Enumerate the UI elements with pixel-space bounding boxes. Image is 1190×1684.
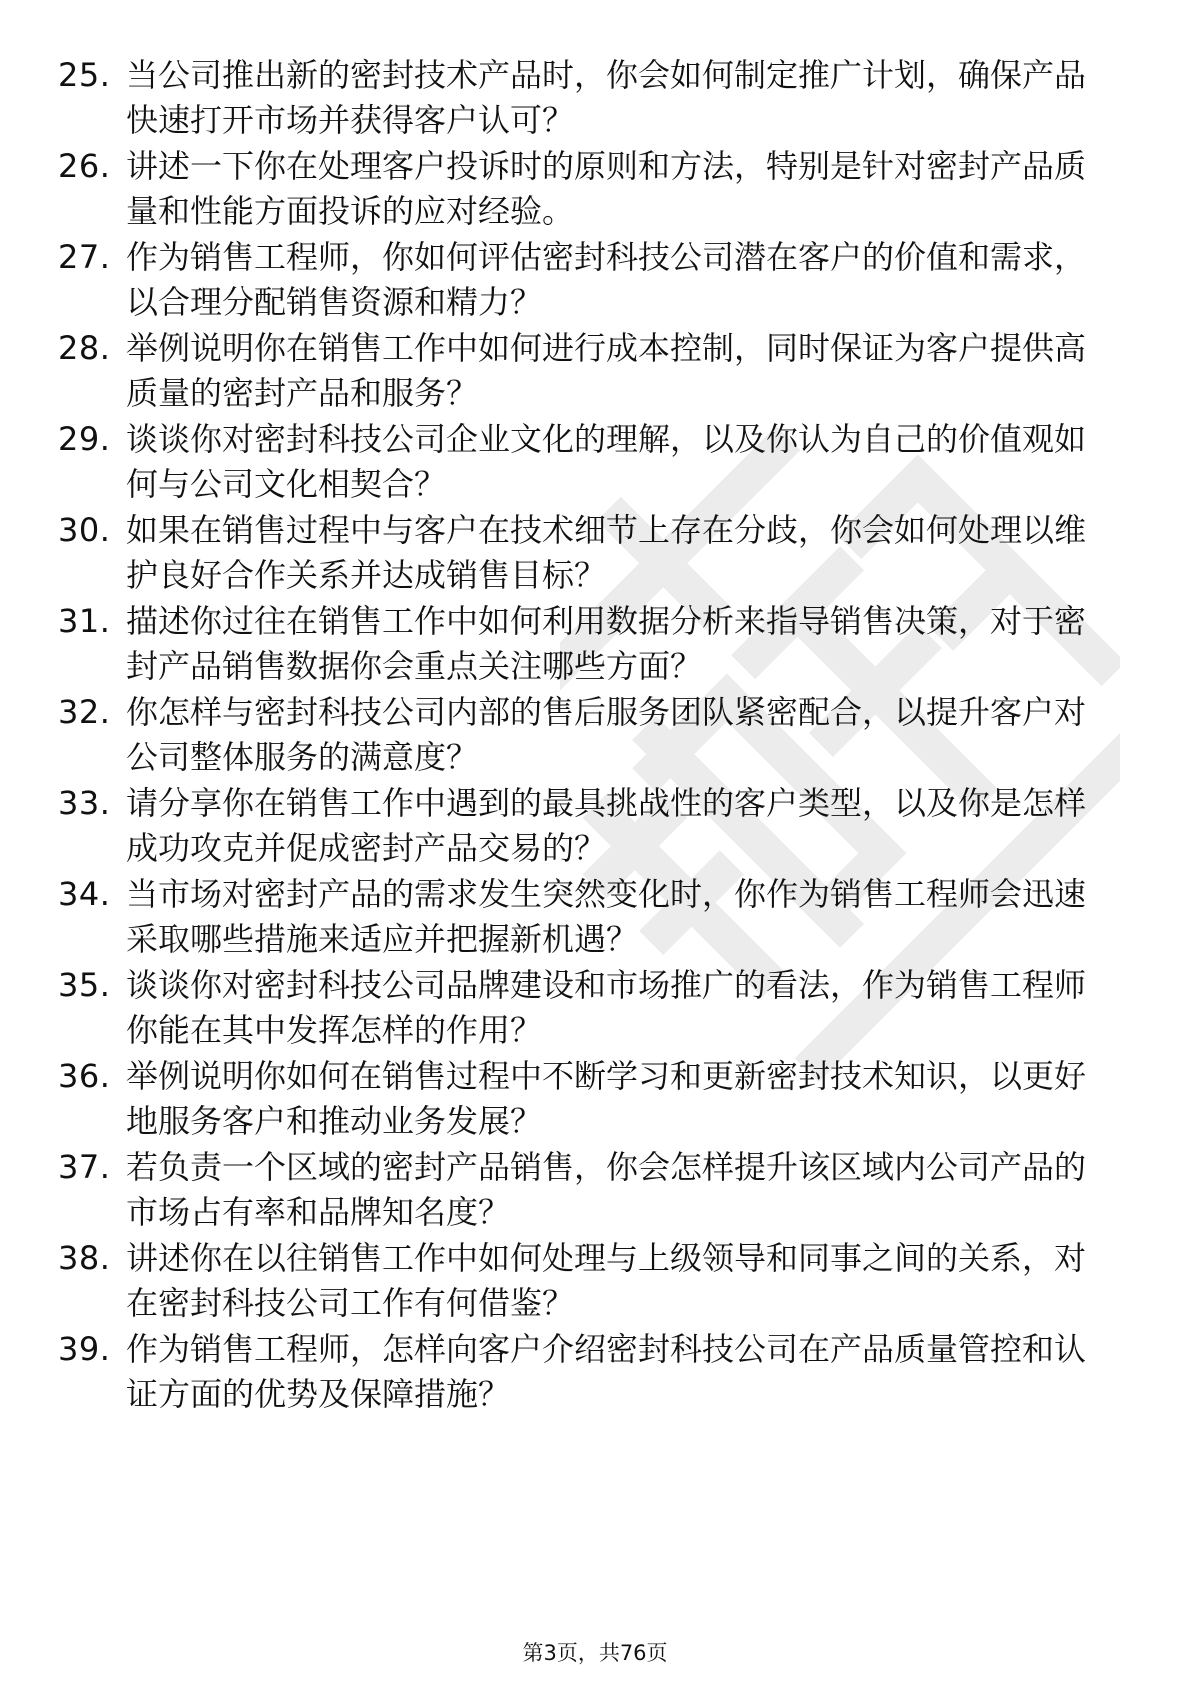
question-text: 作为销售工程师，你如何评估密封科技公司潜在客户的价值和需求，以合理分配销售资源和精力？	[126, 238, 1087, 321]
question-text: 作为销售工程师，怎样向客户介绍密封科技公司在产品质量管控和认证方面的优势及保障措施？	[126, 1330, 1087, 1413]
question-number: 25.	[58, 56, 111, 94]
question-text: 举例说明你在销售工作中如何进行成本控制，同时保证为客户提供高质量的密封产品和服务？	[126, 329, 1087, 412]
question-text: 请分享你在销售工作中遇到的最具挑战性的客户类型，以及你是怎样成功攻克并促成密封产品交易的？	[126, 784, 1087, 867]
question-number: 38.	[58, 1239, 111, 1277]
question-text: 描述你过往在销售工作中如何利用数据分析来指导销售决策，对于密封产品销售数据你会重点关注哪些方面？	[126, 602, 1087, 685]
question-text: 谈谈你对密封科技公司企业文化的理解，以及你认为自己的价值观如何与公司文化相契合？	[126, 420, 1087, 503]
question-text: 当公司推出新的密封技术产品时，你会如何制定推广计划，确保产品快速打开市场并获得客户认可？	[126, 56, 1087, 139]
question-number: 35.	[58, 966, 111, 1004]
list-item	[0, 508, 1190, 608]
list-item	[0, 690, 1190, 790]
question-number: 26.	[58, 147, 111, 185]
list-item	[0, 963, 1190, 1063]
question-number: 28.	[58, 329, 111, 367]
page-number: 第3页，共76页	[522, 1641, 668, 1665]
question-text: 若负责一个区域的密封产品销售，你会怎样提升该区域内公司产品的市场占有率和品牌知名度？	[126, 1148, 1087, 1231]
list-item	[0, 1145, 1190, 1245]
question-number: 36.	[58, 1057, 111, 1095]
question-number: 31.	[58, 602, 111, 640]
question-number: 37.	[58, 1148, 111, 1186]
list-item	[0, 1327, 1190, 1427]
question-number: 30.	[58, 511, 111, 549]
question-number: 33.	[58, 784, 111, 822]
list-item	[0, 872, 1190, 972]
page-footer	[0, 1638, 1190, 1668]
question-number: 34.	[58, 875, 111, 913]
question-text: 讲述你在以往销售工作中如何处理与上级领导和同事之间的关系，对在密封科技公司工作有何借鉴？	[126, 1239, 1087, 1322]
question-text: 谈谈你对密封科技公司品牌建设和市场推广的看法，作为销售工程师你能在其中发挥怎样的作用？	[126, 966, 1087, 1049]
list-item	[0, 417, 1190, 517]
question-text: 如果在销售过程中与客户在技术细节上存在分歧，你会如何处理以维护良好合作关系并达成销售目标？	[126, 511, 1087, 594]
list-item	[0, 1236, 1190, 1336]
list-item	[0, 326, 1190, 426]
question-text: 你怎样与密封科技公司内部的售后服务团队紧密配合，以提升客户对公司整体服务的满意度？	[126, 693, 1087, 776]
question-number: 32.	[58, 693, 111, 731]
question-number: 39.	[58, 1330, 111, 1368]
list-item	[0, 599, 1190, 699]
question-number: 29.	[58, 420, 111, 458]
list-item	[0, 781, 1190, 881]
question-text: 讲述一下你在处理客户投诉时的原则和方法，特别是针对密封产品质量和性能方面投诉的应对经验。	[126, 147, 1087, 230]
list-item	[0, 53, 1190, 153]
question-text: 举例说明你如何在销售过程中不断学习和更新密封技术知识，以更好地服务客户和推动业务发展？	[126, 1057, 1087, 1140]
list-item	[0, 144, 1190, 244]
list-item	[0, 235, 1190, 335]
question-text: 当市场对密封产品的需求发生突然变化时，你作为销售工程师会迅速采取哪些措施来适应并把握新机遇？	[126, 875, 1087, 958]
list-item	[0, 1054, 1190, 1154]
question-number: 27.	[58, 238, 111, 276]
